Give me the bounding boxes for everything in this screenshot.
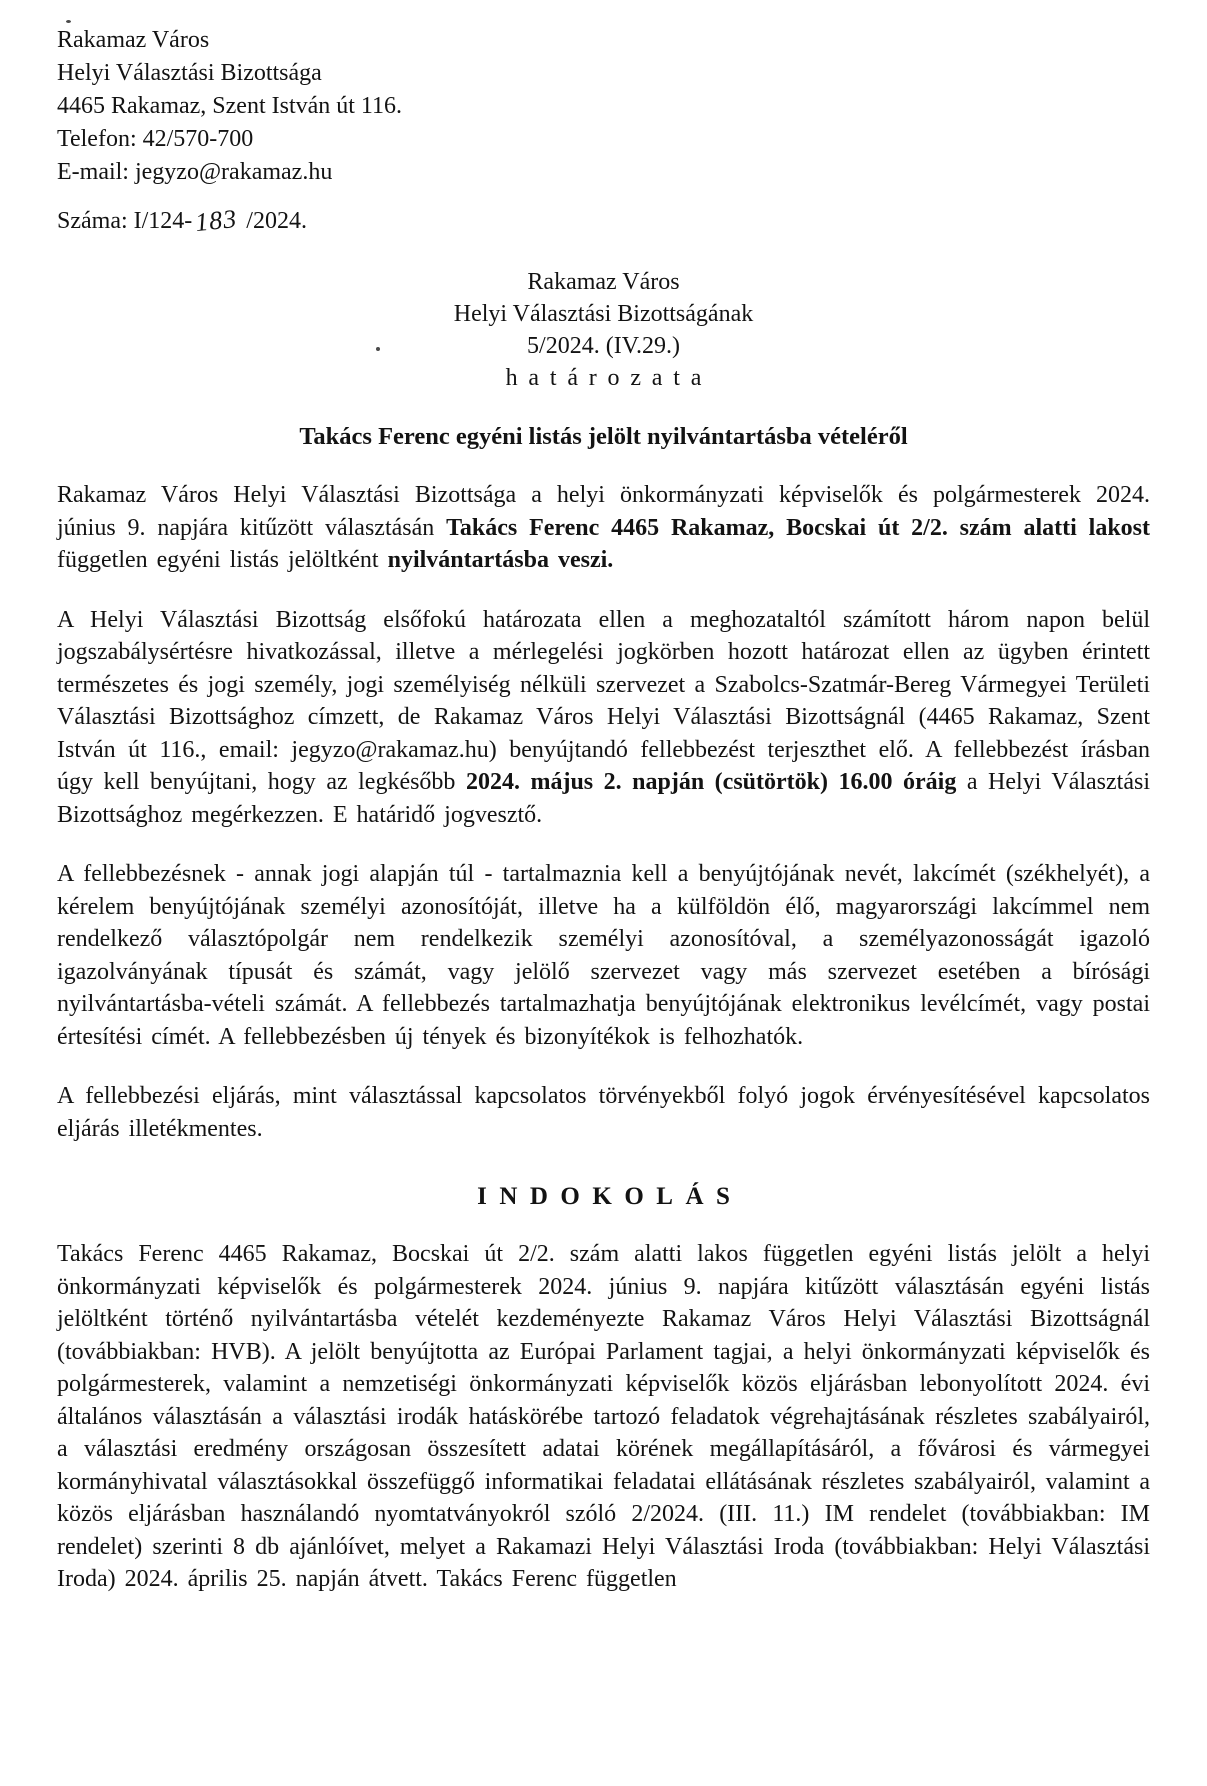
operative-p1-text: Rakamaz Város Helyi Választási Bizottsága a helyi önkormányzati képviselők és polgármesterek 2024. június 9. napjára kitűzött választásán xyxy=(57,482,1150,541)
operative-p1-text: független egyéni listás jelöltként xyxy=(57,547,388,573)
case-number-line xyxy=(57,203,1150,238)
registration-decision-bold: nyilvántartásba veszi. xyxy=(387,547,614,573)
case-number-handwritten: 183 xyxy=(194,203,239,238)
scan-artifact xyxy=(376,347,380,351)
operative-paragraph-1 xyxy=(57,479,1150,577)
candidate-name-address-bold: Takács Ferenc 4465 Rakamaz, Bocskai út 2/2. szám alatti lakost xyxy=(446,514,1151,541)
scan-artifact xyxy=(66,20,71,23)
decision-title-block xyxy=(57,266,1150,394)
case-number-prefix: Száma: I/124- xyxy=(57,208,193,234)
appeal-info-text: a Helyi Választási Bizottsághoz megérkezzen. E határidő jogvesztő. xyxy=(57,769,1151,828)
sender-phone: Telefon: 42/570-700 xyxy=(57,126,254,152)
sender-committee-name: Helyi Választási Bizottsága xyxy=(57,60,322,86)
reasoning-heading: INDOKOLÁS xyxy=(477,1183,743,1210)
appeal-info-paragraph xyxy=(57,604,1150,832)
reasoning-paragraph-1: Takács Ferenc 4465 Rakamaz, Bocskai út 2/2. szám alatti lakos független egyéni listás jelölt a helyi önkormányzati képviselők és polgármesterek 2024. június 9. napjára kitűzött választásán egyéni listás jelöltként történő nyilvántartásba vételét kezdeményezte Rakamaz Város Helyi Választási Bizottságnál (továbbiakban: HVB). A jelölt benyújtotta az Európai Parlament tagjai, a helyi önkormányzati képviselők és polgármesterek, valamint a nemzetiségi önkormányzati képviselők közös eljárásban lebonyolított 2024. évi általános választásán a választási irodák hatáskörébe tartozó feladatok végrehajtásának részletes szabályairól, a választási eredmény országosan összesített adatai körének megállapításáról, a fővárosi és vármegyei kormányhivatal választásokkal összefüggő informatikai feladatai ellátásának részletes szabályairól, valamint a közös eljárásban használandó nyomtatványokról szóló 2/2024. (III. 11.) IM rendelet (továbbiakban: IM rendelet) szerinti 8 db ajánlóívet, melyet a Rakamazi Helyi Választási Iroda (továbbiakban: Helyi Választási Iroda) 2024. április 25. napján átvett. Takács Ferenc független xyxy=(57,1241,1150,1592)
fee-exemption-paragraph: A fellebbezési eljárás, mint választással kapcsolatos törvényekből folyó jogok érvényesítésével kapcsolatos eljárás illetékmentes. xyxy=(57,1083,1150,1142)
decision-subject-heading: Takács Ferenc egyéni listás jelölt nyilvántartásba vételéről xyxy=(299,423,908,450)
case-number-suffix: /2024. xyxy=(246,208,307,234)
appeal-content-paragraph: A fellebbezésnek - annak jogi alapján túl - tartalmaznia kell a benyújtójának nevét, lakcímét (székhelyét), a kérelem benyújtójának személyi azonosítóját, illetve ha a külföldön élő, magyarországi lakcímmel nem rendelkező választópolgár nem rendelkezik személyi azonosítóval, a személyazonosságát igazoló igazolványának típusát és számát, vagy jelölő szervezet vagy más szervezet esetében a bírósági nyilvántartásba-vételi számát. A fellebbezés tartalmazhatja benyújtójának elektronikus levélcímét, vagy postai értesítési címét. A fellebbezésben új tények és bizonyítékok is felhozhatók. xyxy=(57,861,1150,1050)
title-decision-number: 5/2024. (IV.29.) xyxy=(527,333,680,359)
sender-address: 4465 Rakamaz, Szent István út 116. xyxy=(57,93,403,119)
appeal-info-text: A Helyi Választási Bizottság elsőfokú határozata ellen a meghozataltól számított három napon belül jogszabálysértésre hivatkozással, illetve a mérlegelési jogkörben hozott határozat ellen az ügyben érintett természetes és jogi személy, jogi személyiség nélküli szervezet a Szabolcs-Szatmár-Bereg Vármegyei Területi Választási Bizottsághoz címzett, de Rakamaz Város Helyi Választási Bizottságnál (4465 Rakamaz, Szent István út 116., email: jegyzo@rakamaz.hu) benyújtandó fellebbezést terjeszthet elő. A fellebbezést írásban úgy kell benyújtani, hogy az legkésőbb xyxy=(57,606,1150,795)
sender-block xyxy=(57,24,1150,189)
title-org-name: Rakamaz Város xyxy=(527,269,680,295)
appeal-deadline-bold: 2024. május 2. napján (csütörtök) 16.00 óráig xyxy=(465,769,957,795)
sender-email: E-mail: jegyzo@rakamaz.hu xyxy=(57,159,333,185)
title-decision-word: határozata xyxy=(505,365,713,391)
sender-org-name: Rakamaz Város xyxy=(57,27,210,53)
title-committee-name: Helyi Választási Bizottságának xyxy=(453,301,754,327)
